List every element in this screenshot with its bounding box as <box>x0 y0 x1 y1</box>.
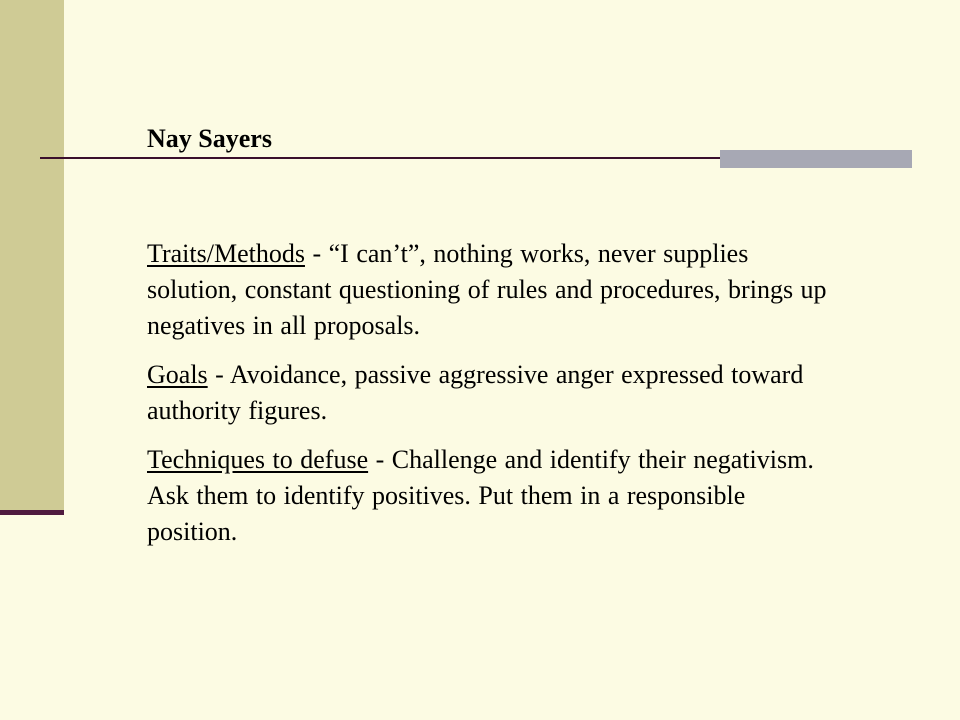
slide-content <box>147 236 827 563</box>
techniques-term: Techniques to defuse <box>147 445 369 474</box>
techniques-paragraph <box>147 442 827 550</box>
goals-text: - Avoidance, passive aggressive anger expressed toward authority figures. <box>147 360 804 425</box>
slide-title: Nay Sayers <box>147 124 272 153</box>
left-decorative-band <box>0 0 64 512</box>
left-accent-bar <box>0 510 64 515</box>
title-rule-accent-block <box>720 150 912 168</box>
traits-methods-paragraph <box>147 236 827 344</box>
traits-methods-text: - “I can’t”, nothing works, never supplies solution, constant questioning of rules and procedures, brings up negatives in all proposals. <box>147 239 827 340</box>
techniques-text: - Challenge and identify their negativism. Ask them to identify positives. Put them in a responsible position. <box>147 445 814 546</box>
goals-paragraph <box>147 357 827 429</box>
traits-methods-term: Traits/Methods <box>147 239 305 268</box>
goals-term: Goals <box>147 360 208 389</box>
